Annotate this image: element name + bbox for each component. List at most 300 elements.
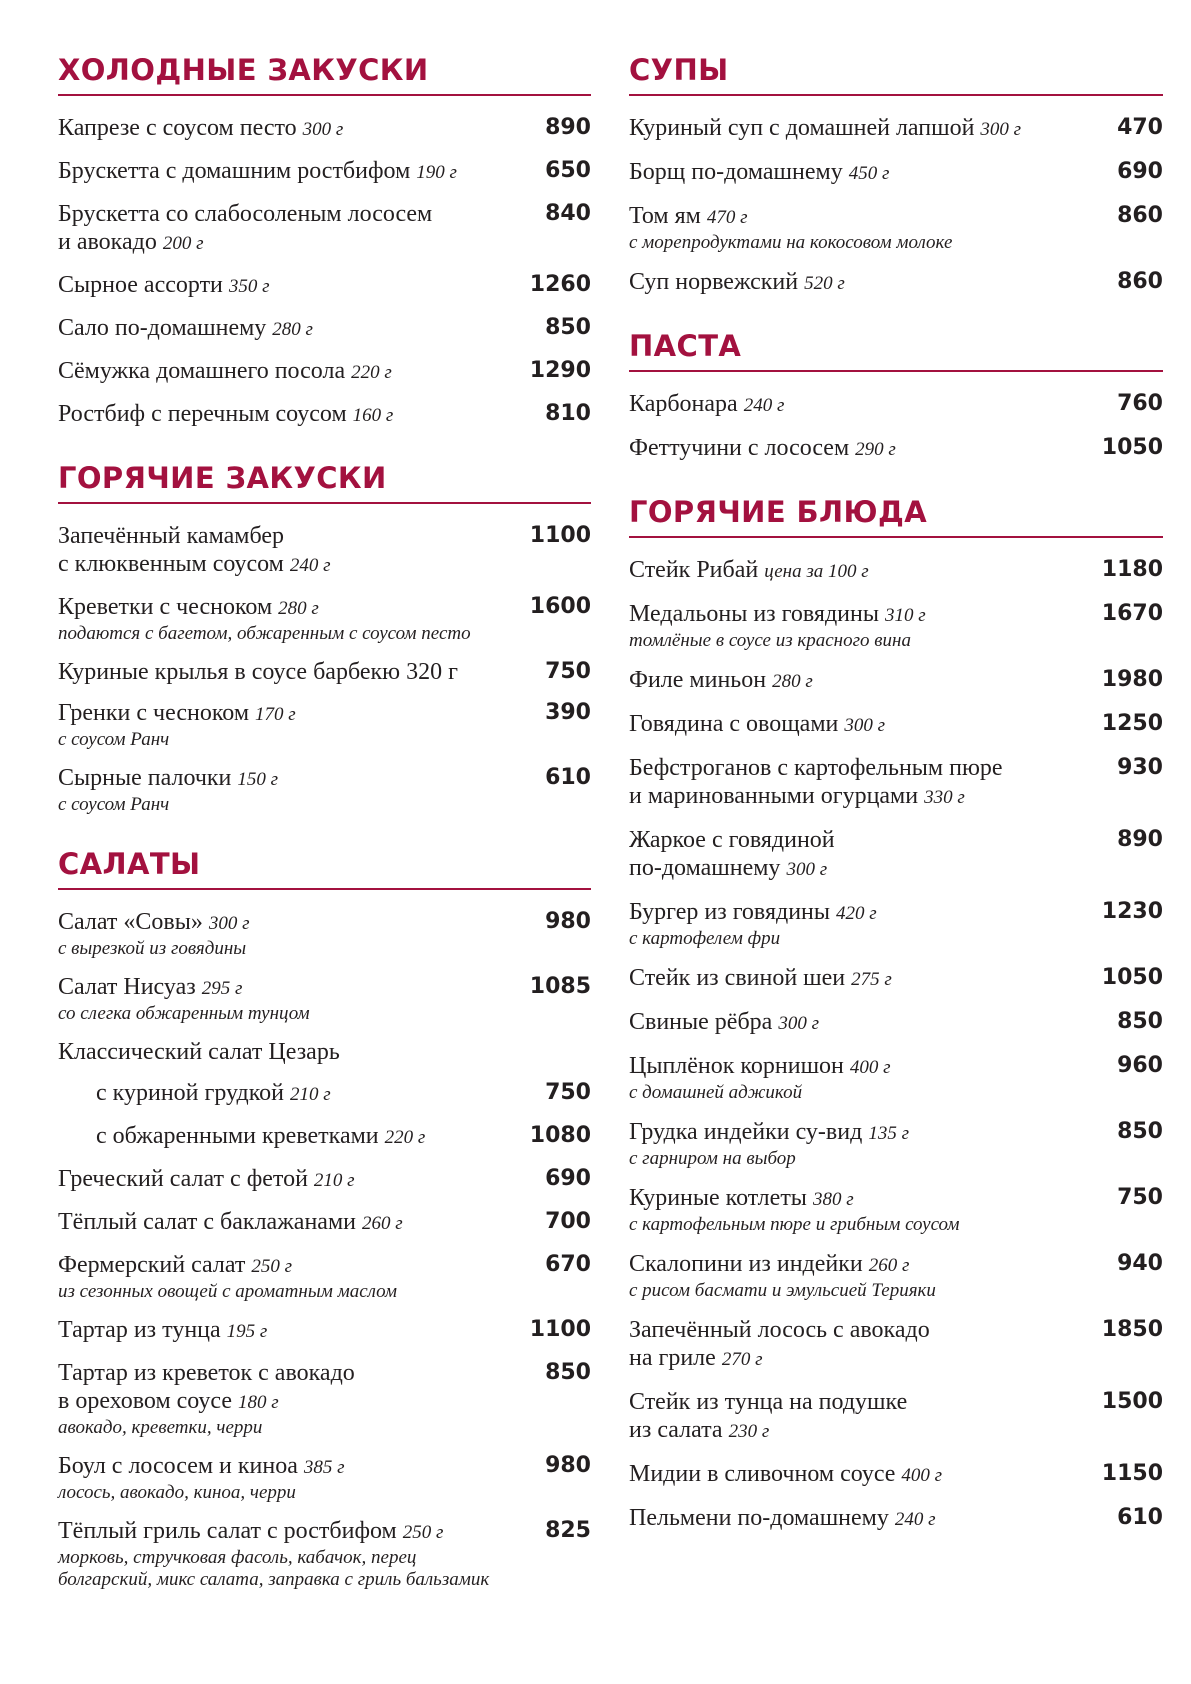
menu-item-name: Борщ по-домашнему [629, 159, 843, 185]
menu-item-name-line [629, 1008, 1095, 1038]
menu-item-description: с вырезкой из говядины [58, 938, 247, 959]
menu-section [629, 494, 1163, 1534]
menu-item-weight: 220 г [384, 1127, 426, 1148]
menu-item-price: 1500 [1101, 1389, 1163, 1414]
menu-item-price: 690 [1117, 159, 1163, 184]
menu-item [58, 522, 591, 580]
menu-item-price: 750 [1117, 1185, 1163, 1210]
menu-item-name: Цыплёнок корнишон [629, 1053, 844, 1079]
menu-item [629, 1504, 1163, 1534]
menu-item [629, 556, 1163, 586]
menu-item-weight: 300 г [980, 119, 1022, 140]
menu-item [58, 1251, 591, 1303]
menu-item [629, 202, 1163, 254]
menu-item-weight: 220 г [351, 362, 392, 383]
menu-item-name: Бургер из говядины [629, 899, 831, 925]
menu-item-description: подаются с багетом, обжаренным с соусом песто [58, 623, 471, 644]
menu-item [58, 973, 591, 1025]
menu-item [58, 314, 591, 344]
menu-item-body [629, 826, 1109, 884]
menu-item [629, 754, 1163, 812]
menu-item-name: Стейк Рибай [629, 557, 759, 583]
menu-item-name-line [629, 1052, 1095, 1082]
menu-section [58, 846, 591, 1591]
menu-item-name-line [629, 114, 1095, 144]
menu-item-name: Жаркое с говядиной по-домашнему [629, 827, 835, 881]
menu-item-name: Запечённый камамбер с клюквенным соусом [58, 523, 284, 577]
section-title: ХОЛОДНЫЕ ЗАКУСКИ [58, 52, 591, 96]
menu-item-description: со слегка обжаренным тунцом [58, 1003, 310, 1024]
menu-item [629, 1388, 1163, 1446]
menu-item-weight: 400 г [849, 1057, 891, 1078]
menu-item-name-line [58, 908, 523, 938]
menu-item-body [629, 710, 1102, 740]
menu-item-description: морковь, стручковая фасоль, кабачок, перец болгарский, микс салата, заправка с гриль бальзамик [58, 1547, 490, 1590]
menu-item [58, 1452, 591, 1504]
menu-item-description: томлёные в соусе из красного вина [629, 630, 911, 651]
menu-section [58, 460, 591, 816]
menu-item-body [58, 357, 530, 387]
menu-item-body [629, 1184, 1109, 1236]
menu-item-weight: 135 г [868, 1123, 909, 1144]
menu-item-name-line [629, 1460, 1088, 1490]
menu-item-body [58, 1165, 537, 1195]
menu-item-name: Брускетта с домашним ростбифом [58, 158, 411, 184]
menu-item-body [629, 964, 1102, 994]
menu-item-body [58, 1038, 591, 1066]
menu-item-price: 1600 [529, 594, 591, 619]
menu-item-name-line [629, 1388, 1088, 1446]
menu-item-name-line [58, 699, 523, 729]
menu-item-weight: цена за 100 г [764, 561, 869, 582]
menu-item-price: 1980 [1101, 667, 1163, 692]
menu-item-body [629, 1504, 1109, 1534]
menu-item-price: 750 [545, 1080, 591, 1105]
menu-item-weight: 250 г [402, 1522, 444, 1543]
menu-item-weight: 250 г [251, 1256, 293, 1277]
menu-item-weight: 520 г [804, 273, 845, 294]
menu-item-body [629, 1460, 1102, 1490]
menu-item-name-line [58, 764, 523, 794]
menu-item-body [58, 908, 537, 960]
menu-item-description: с соусом Ранч [58, 729, 170, 750]
menu-item [629, 1250, 1163, 1302]
menu-item-body [629, 1118, 1109, 1170]
menu-item-price: 750 [545, 659, 591, 684]
menu-item-name-line [629, 826, 1095, 884]
menu-item-weight: 210 г [313, 1170, 355, 1191]
menu-item-name: Грудка индейки су-вид [629, 1119, 863, 1145]
menu-item-name: с куриной грудкой [96, 1080, 285, 1106]
menu-item-weight: 180 г [238, 1392, 279, 1413]
menu-item-price: 1050 [1101, 435, 1163, 460]
menu-item-body [58, 699, 537, 751]
menu-item-weight: 270 г [721, 1349, 763, 1370]
menu-item-price: 650 [545, 158, 591, 183]
menu-item-body [58, 314, 537, 344]
menu-item-price: 1150 [1101, 1461, 1163, 1486]
menu-item-body [58, 1452, 537, 1504]
menu-item-weight: 200 г [162, 233, 204, 254]
menu-item-weight: 300 г [208, 913, 250, 934]
menu-item-weight: 280 г [772, 671, 813, 692]
menu-item-name: Скалопини из индейки [629, 1251, 863, 1277]
menu-item-price: 690 [545, 1166, 591, 1191]
menu-item-body [58, 400, 537, 430]
menu-item-weight: 195 г [226, 1321, 268, 1342]
menu-item-name: с обжаренными креветками [96, 1123, 379, 1149]
menu-item-body [58, 658, 537, 686]
menu-item-price: 610 [1117, 1505, 1163, 1530]
menu-item-description: лосось, авокадо, киноа, черри [58, 1482, 296, 1503]
menu-item-body [629, 1052, 1109, 1104]
menu-item-body [629, 202, 1109, 254]
menu-item-price: 890 [1117, 827, 1163, 852]
menu-item-name-line [629, 390, 1095, 420]
menu-item-name: Тёплый гриль салат с ростбифом [58, 1518, 397, 1544]
menu-item-body [629, 114, 1109, 144]
menu-item [58, 699, 591, 751]
menu-item [58, 114, 591, 144]
menu-item-weight: 280 г [272, 319, 313, 340]
menu-item-name: Греческий салат с фетой [58, 1166, 308, 1192]
menu-item-name-line [96, 1079, 523, 1109]
menu-item-body [58, 593, 530, 645]
menu-item-price: 1085 [529, 974, 591, 999]
menu-item-price: 670 [545, 1252, 591, 1277]
menu-item-name-line [58, 522, 516, 580]
menu-item-price: 980 [545, 909, 591, 934]
menu-item-name: Салат «Совы» [58, 909, 203, 935]
menu-item [58, 357, 591, 387]
menu-column-left [58, 52, 591, 1621]
menu-item-name-line [58, 1517, 523, 1547]
menu-item [629, 1316, 1163, 1374]
menu-item-weight: 300 г [844, 715, 886, 736]
menu-item-weight: 170 г [255, 704, 296, 725]
section-title: СУПЫ [629, 52, 1163, 96]
menu-item [58, 157, 591, 187]
menu-item [629, 1460, 1163, 1490]
menu-item-description: с картофельным пюре и грибным соусом [629, 1214, 960, 1235]
menu-item-name-line [96, 1122, 516, 1152]
menu-item-name: Боул с лососем и киноа [58, 1453, 298, 1479]
menu-item-weight: 210 г [290, 1084, 331, 1105]
menu-item-name: Тёплый салат с баклажанами [58, 1209, 356, 1235]
menu-item [629, 1008, 1163, 1038]
menu-item-body [58, 114, 537, 144]
menu-item-name: Куриный суп с домашней лапшой [629, 115, 975, 141]
menu-item-weight: 310 г [884, 605, 926, 626]
menu-item-name: Сырные палочки [58, 765, 232, 791]
menu-item-price: 1250 [1101, 711, 1163, 736]
menu-item-name: Куриные крылья в соусе барбекю 320 г [58, 659, 458, 685]
menu-item-body [58, 1359, 537, 1439]
menu-item-body [58, 1251, 537, 1303]
menu-item-weight: 450 г [848, 163, 890, 184]
menu-item-weight: 350 г [228, 276, 270, 297]
menu-item-name: Сало по-домашнему [58, 315, 267, 341]
menu-item-weight: 420 г [836, 903, 877, 924]
menu-item-name-line [58, 593, 516, 623]
menu-item-price: 890 [545, 115, 591, 140]
menu-item-body [629, 1316, 1102, 1374]
menu-item [58, 908, 591, 960]
menu-item-name-line [58, 1038, 577, 1066]
menu-item-name-line [58, 271, 516, 301]
menu-item-name: Суп норвежский [629, 269, 799, 295]
menu-item-name-line [629, 434, 1088, 464]
menu-item-name-line [629, 898, 1088, 928]
menu-item-body [629, 390, 1109, 420]
menu-item-weight: 275 г [851, 969, 892, 990]
menu-item-name: Сырное ассорти [58, 272, 223, 298]
menu-section [629, 52, 1163, 298]
menu-item-weight: 240 г [743, 395, 785, 416]
menu-item-description: с соусом Ранч [58, 794, 170, 815]
menu-item-body [629, 754, 1109, 812]
menu-item-weight: 300 г [302, 119, 344, 140]
menu-item-price: 940 [1117, 1251, 1163, 1276]
menu-item-body [629, 1250, 1109, 1302]
menu-item-weight: 260 г [361, 1213, 403, 1234]
menu-item-price: 930 [1117, 755, 1163, 780]
menu-item-name: Феттучини с лососем [629, 435, 850, 461]
menu-item-name-line [58, 357, 516, 387]
menu-item-price: 980 [545, 1453, 591, 1478]
menu-item-body [58, 973, 530, 1025]
menu-item-price: 850 [1117, 1119, 1163, 1144]
menu-item-name: Брускетта со слабосоленым лососем и авокадо [58, 201, 433, 255]
menu-item-price: 1100 [529, 1317, 591, 1342]
section-title: ГОРЯЧИЕ БЛЮДА [629, 494, 1163, 538]
menu-item-name: Ростбиф с перечным соусом [58, 401, 347, 427]
menu-item-name-line [58, 1359, 523, 1417]
menu-item-weight: 190 г [416, 162, 457, 183]
menu-item-name: Стейк из тунца на подушке из салата [629, 1389, 908, 1443]
menu-item-name-line [58, 200, 523, 258]
menu-item-weight: 290 г [855, 439, 896, 460]
menu-item-description: с домашней аджикой [629, 1082, 803, 1103]
section-title: ПАСТА [629, 328, 1163, 372]
menu-item-weight: 400 г [901, 1465, 943, 1486]
menu-item-name-line [58, 658, 523, 686]
menu-item-name: Говядина с овощами [629, 711, 839, 737]
menu-item [629, 1184, 1163, 1236]
menu-item-weight: 160 г [352, 405, 394, 426]
menu-item-name-line [629, 268, 1095, 298]
menu-item-name-line [629, 158, 1095, 188]
menu-item-name: Стейк из свиной шеи [629, 965, 846, 991]
menu-item [58, 400, 591, 430]
menu-item-price: 760 [1117, 391, 1163, 416]
menu-item-description: с рисом басмати и эмульсией Терияки [629, 1280, 936, 1301]
menu-item [629, 964, 1163, 994]
menu-item [58, 1208, 591, 1238]
menu-item-name-line [58, 1251, 523, 1281]
menu-item [629, 1052, 1163, 1104]
menu-item-body [629, 600, 1102, 652]
menu-item-price: 860 [1117, 203, 1163, 228]
menu-column-right [629, 52, 1163, 1564]
menu-item-body [629, 1388, 1102, 1446]
menu-item-name: Салат Нисуаз [58, 974, 196, 1000]
menu-item-weight: 240 г [289, 555, 331, 576]
menu-item-body [629, 434, 1102, 464]
menu-item [629, 390, 1163, 420]
menu-item-name-line [629, 1316, 1088, 1374]
menu-item-name: Тартар из тунца [58, 1317, 221, 1343]
menu-item [58, 593, 591, 645]
menu-item-weight: 300 г [786, 859, 828, 880]
menu-item-name: Куриные котлеты [629, 1185, 807, 1211]
menu-item [629, 114, 1163, 144]
menu-item-price: 850 [1117, 1009, 1163, 1034]
menu-item-weight: 230 г [728, 1421, 770, 1442]
menu-item-body [58, 522, 530, 580]
menu-item-description: с морепродуктами на кокосовом молоке [629, 232, 953, 253]
menu-item-price: 1180 [1101, 557, 1163, 582]
menu-item-name-line [629, 666, 1088, 696]
menu-item-name-line [58, 157, 523, 187]
menu-item [629, 666, 1163, 696]
menu-item [58, 1165, 591, 1195]
menu-item-description: из сезонных овощей с ароматным маслом [58, 1281, 398, 1302]
menu-item-price: 390 [545, 700, 591, 725]
menu-item [58, 658, 591, 686]
menu-item [629, 1118, 1163, 1170]
menu-item-name: Гренки с чесноком [58, 700, 250, 726]
menu-item-weight: 330 г [924, 787, 965, 808]
menu-item [58, 271, 591, 301]
menu-item-name-line [629, 1118, 1095, 1148]
menu-item [629, 434, 1163, 464]
menu-item-weight: 150 г [237, 769, 279, 790]
menu-item-weight: 280 г [278, 598, 319, 619]
menu-item-weight: 380 г [812, 1189, 854, 1210]
menu-item-weight: 295 г [201, 978, 243, 999]
menu-item-price: 610 [545, 765, 591, 790]
menu-item [629, 710, 1163, 740]
menu-item-body [58, 1517, 537, 1591]
menu-item-name-line [629, 600, 1088, 630]
menu-section [629, 328, 1163, 464]
menu-item-name-line [58, 114, 523, 144]
menu-item [58, 1079, 591, 1109]
menu-item-name-line [629, 1504, 1095, 1534]
menu-item-body [58, 1208, 537, 1238]
menu-item-name: Сёмужка домашнего посола [58, 358, 346, 384]
menu-item-name: Том ям [629, 203, 701, 229]
menu-item-name: Мидии в сливочном соусе [629, 1461, 896, 1487]
menu-item [629, 268, 1163, 298]
menu-item-name-line [629, 556, 1088, 586]
menu-item-name-line [58, 400, 523, 430]
menu-item-body [96, 1079, 537, 1109]
menu-item-weight: 470 г [706, 207, 748, 228]
menu-section [58, 52, 591, 430]
menu-item-name: Пельмени по-домашнему [629, 1505, 889, 1531]
menu-item-body [629, 898, 1102, 950]
menu-item-name: Запечённый лосось с авокадо на гриле [629, 1317, 930, 1371]
menu-item-name-line [58, 314, 523, 344]
menu-item-price: 960 [1117, 1053, 1163, 1078]
menu-item-name: Медальоны из говядины [629, 601, 879, 627]
menu-item-price: 1850 [1101, 1317, 1163, 1342]
menu-item-name-line [58, 1452, 523, 1482]
menu-item-name-line [629, 202, 1095, 232]
menu-item-price: 850 [545, 315, 591, 340]
menu-item-description: авокадо, креветки, черри [58, 1417, 263, 1438]
menu-item-name: Креветки с чесноком [58, 594, 273, 620]
menu-item-name-line [58, 973, 516, 1003]
menu-item-price: 825 [545, 1518, 591, 1543]
menu-item-body [58, 1316, 530, 1346]
menu-item-price: 850 [545, 1360, 591, 1385]
menu-item-body [629, 556, 1102, 586]
menu-item-name: Фермерский салат [58, 1252, 246, 1278]
menu-item-name: Бефстроганов с картофельным пюре и маринованными огурцами [629, 755, 1003, 809]
menu-item-name: Капрезе с соусом песто [58, 115, 297, 141]
menu-item-price: 810 [545, 401, 591, 426]
menu-item-body [58, 200, 537, 258]
menu-item-price: 470 [1117, 115, 1163, 140]
menu-item-price: 860 [1117, 269, 1163, 294]
menu-item [58, 1038, 591, 1066]
menu-item-name-line [629, 1184, 1095, 1214]
section-title: ГОРЯЧИЕ ЗАКУСКИ [58, 460, 591, 504]
menu-item [58, 1316, 591, 1346]
menu-item [58, 200, 591, 258]
section-title: САЛАТЫ [58, 846, 591, 890]
menu-item-name-line [629, 710, 1088, 740]
menu-item-weight: 300 г [778, 1013, 819, 1034]
menu-item-price: 1050 [1101, 965, 1163, 990]
menu-item-body [629, 158, 1109, 188]
menu-item [629, 600, 1163, 652]
menu-item-name: Тартар из креветок с авокадо в ореховом соусе [58, 1360, 355, 1414]
menu-item-name: Карбонара [629, 391, 738, 417]
menu-item-name: Свиные рёбра [629, 1009, 773, 1035]
menu-item-price: 1080 [529, 1123, 591, 1148]
menu-item-weight: 240 г [894, 1509, 936, 1530]
menu-item-name-line [629, 1250, 1095, 1280]
menu-item-weight: 385 г [303, 1457, 345, 1478]
menu-item-body [58, 271, 530, 301]
menu-item-price: 1670 [1101, 601, 1163, 626]
menu-item-name-line [629, 964, 1088, 994]
menu-item-body [96, 1122, 530, 1152]
menu-item [629, 158, 1163, 188]
menu-item-price: 1290 [529, 358, 591, 383]
menu-item-description: с гарниром на выбор [629, 1148, 796, 1169]
menu-item-name: Филе миньон [629, 667, 767, 693]
menu-item-name-line [629, 754, 1095, 812]
menu-item [629, 826, 1163, 884]
menu-item-description: с картофелем фри [629, 928, 781, 949]
menu-item-price: 700 [545, 1209, 591, 1234]
menu-item [58, 1122, 591, 1152]
menu-item-price: 1230 [1101, 899, 1163, 924]
menu-item-price: 1260 [529, 272, 591, 297]
menu-item-name-line [58, 1316, 516, 1346]
menu-item [58, 764, 591, 816]
menu-item-body [58, 764, 537, 816]
menu-item-weight: 260 г [868, 1255, 910, 1276]
menu-item-price: 1100 [529, 523, 591, 548]
menu-item [58, 1359, 591, 1439]
menu-item-body [629, 666, 1102, 696]
